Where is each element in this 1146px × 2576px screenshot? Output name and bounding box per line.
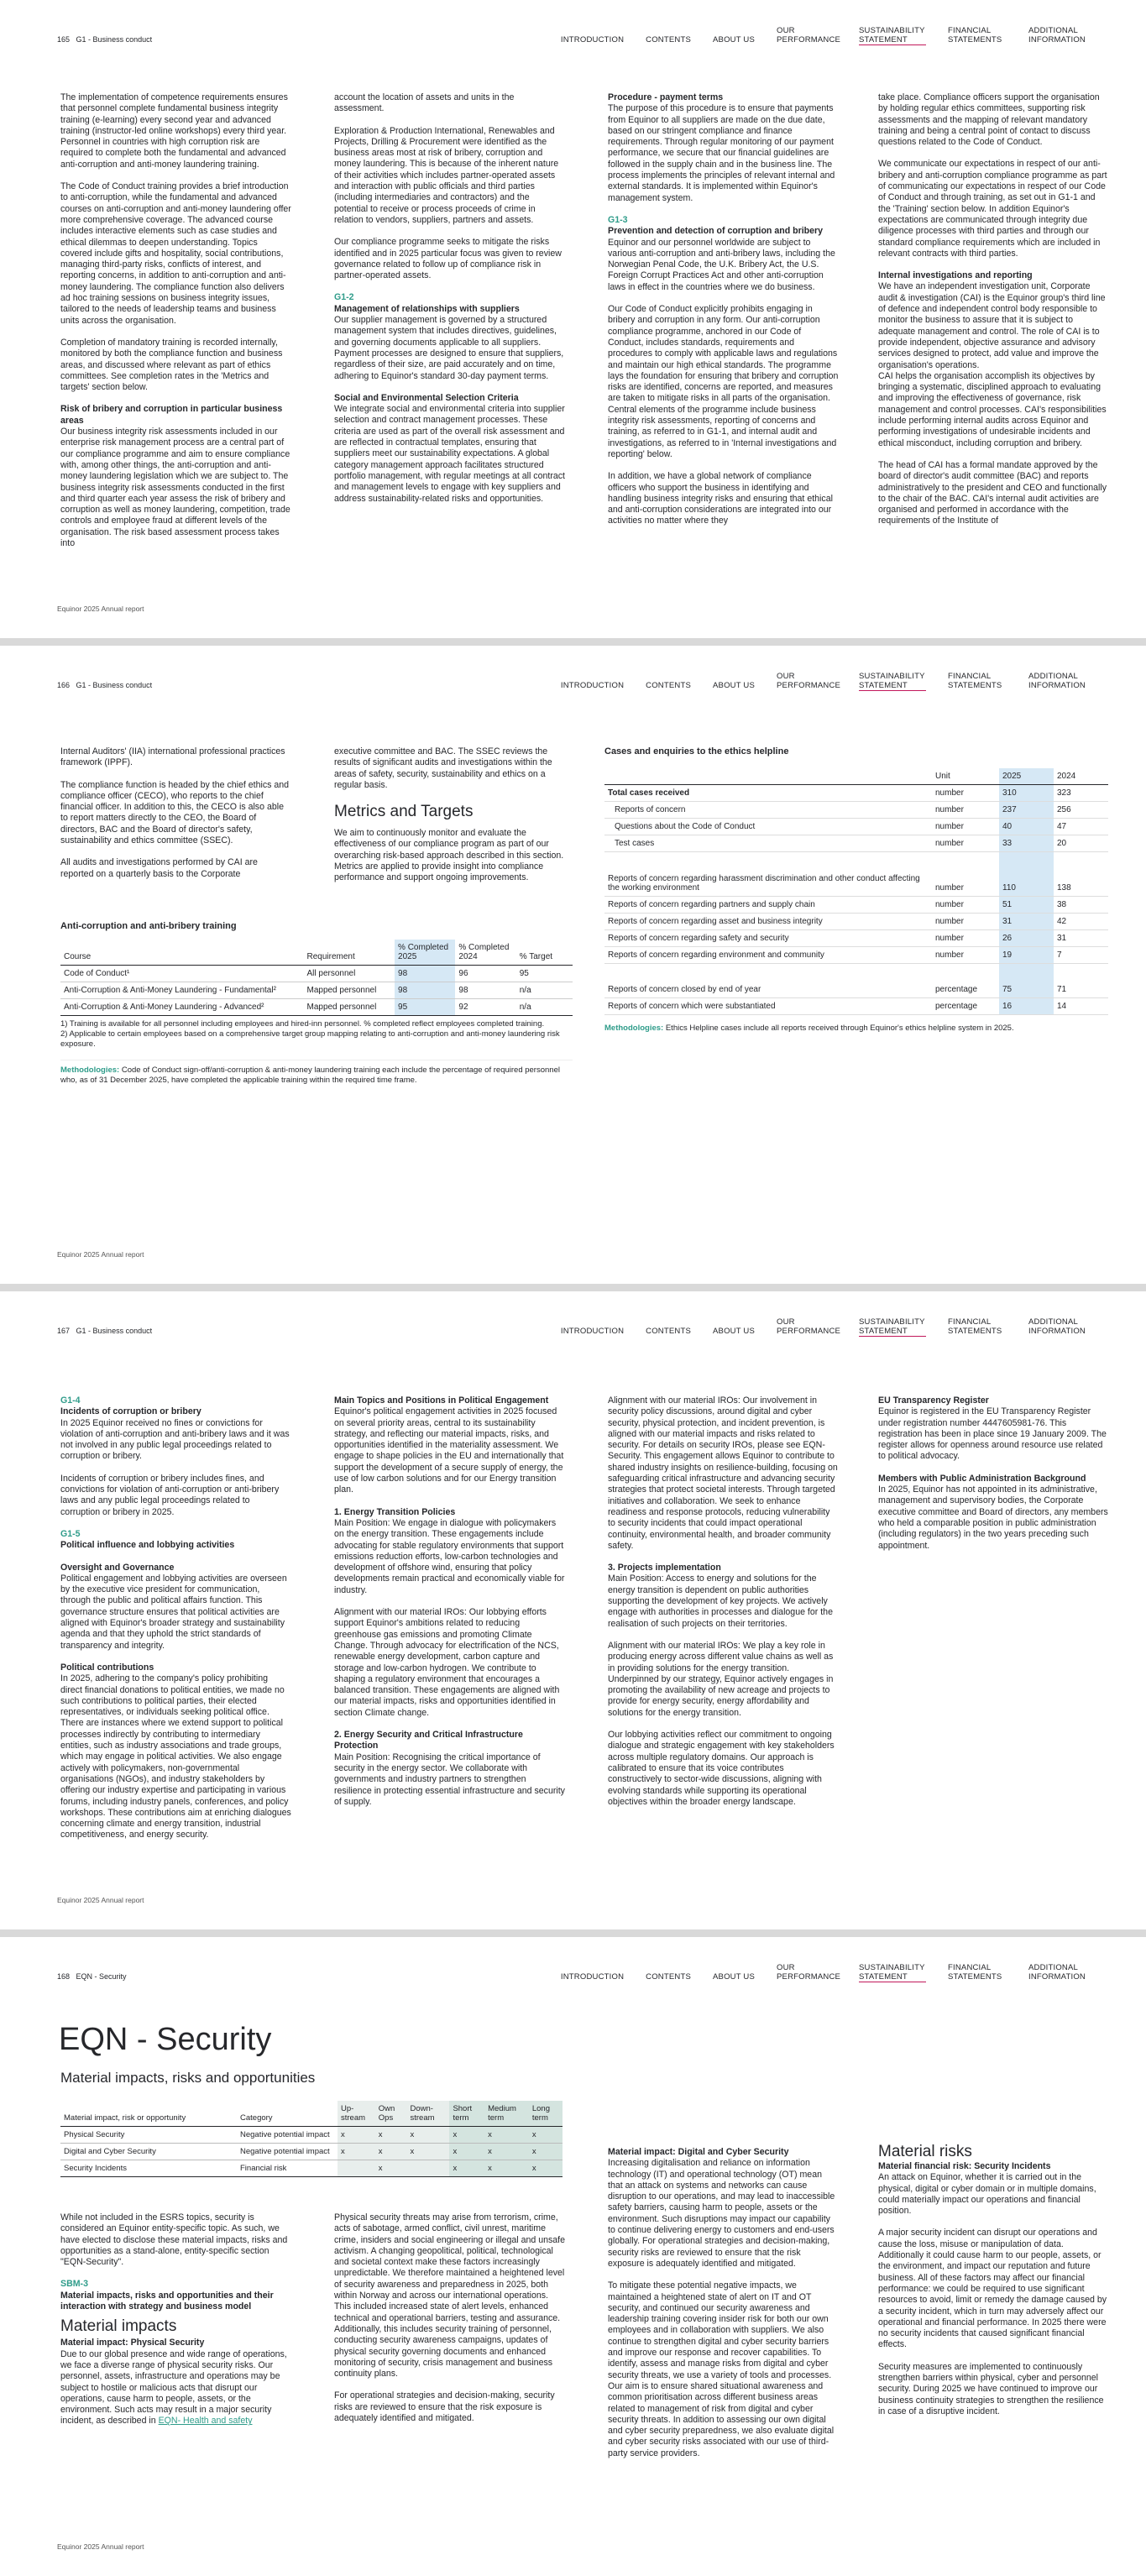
cell: 138 xyxy=(1057,882,1071,893)
cell: 96 xyxy=(458,969,468,978)
nav-our-performance[interactable]: OUR PERFORMANCE xyxy=(777,672,841,690)
gri-tag: G1-5 xyxy=(60,1528,81,1539)
paragraph: Incidents of corruption or bribery includes fines, and convictions for violation of anti-corruption or anti-bribery laws and any public legal proceedings related to corruption or bribery in 2025. xyxy=(60,1473,280,1517)
nav-financial-statements[interactable]: FINANCIAL STATEMENTS xyxy=(948,1963,1002,1982)
paragraph: CAI helps the organisation accomplish its objectives by bringing a systematic, disciplined approach to evaluating and improving the effectiveness of governance, risk management and control processes. CAI's responsibilities include performing internal audits across Equinor and performing investigations of undesirable incidents and ethical misconduct, including corruption and bribery. xyxy=(878,370,1107,448)
footer: Equinor 2025 Annual report xyxy=(57,1896,144,1904)
footer: Equinor 2025 Annual report xyxy=(57,1250,144,1259)
paragraph: In 2025 Equinor received no fines or convictions for violation of anti-corruption and anti-bribery laws and it was not involved in any public legal proceedings related to corruption or bribery. xyxy=(60,1417,290,1462)
subheading: Material impacts, risks and opportunities and their interaction with strategy and business model xyxy=(60,2290,274,2312)
paragraph: All audits and investigations performed by CAI are reported on a quarterly basis to the Corporate xyxy=(60,857,258,879)
table-header-row xyxy=(604,768,1108,785)
cell: 71 xyxy=(1057,985,1067,994)
cell: 51 xyxy=(999,896,1054,913)
nav-our-performance[interactable]: OUR PERFORMANCE xyxy=(777,26,841,45)
cell: 75 xyxy=(999,982,1054,998)
cell: number xyxy=(935,822,964,831)
column-3 xyxy=(608,92,839,538)
nav-about-us[interactable]: ABOUT US xyxy=(713,1327,755,1336)
cell: 20 xyxy=(1057,839,1067,848)
cell: number xyxy=(935,839,964,848)
cell: x xyxy=(375,2144,407,2160)
cell: Physical Security xyxy=(64,2130,125,2139)
subheading: 2. Energy Security and Critical Infrastructure Protection xyxy=(334,1730,523,1751)
cell: number xyxy=(935,805,964,814)
paragraph: Increasing digitalisation and reliance on information technology (IT) and operational technology (OT) mean that an attack on systems and networks can cause disruption to our operations, and may lead to inaccessible safety barriers, causing harm to people, assets or the environment. Such disruptions may impact our capability to continue delivering energy to customers and end-users globally. For operational strategies and decision-making, security risks are reviewed to ensure that the risk exposure is adequately identified and mitigated. xyxy=(608,2158,835,2269)
paragraph: In addition, we have a global network of compliance officers who support the business in identifying and handling business integrity risks and ensuring that ethical and anti-corruption considerations are integrated into our activities no matter where they xyxy=(608,471,833,526)
table-row xyxy=(604,982,1108,998)
cell: 110 xyxy=(999,871,1054,897)
gri-tag: G1-4 xyxy=(60,1395,81,1406)
subheading: Procedure - payment terms xyxy=(608,92,724,102)
cell: 19 xyxy=(999,946,1054,963)
cell: Negative potential impact xyxy=(240,2147,330,2156)
nav-additional-information[interactable]: ADDITIONAL INFORMATION xyxy=(1028,1963,1086,1982)
section-title: Metrics and Targets xyxy=(334,803,474,821)
paragraph: Our supplier management is governed by a structured management system that includes directives, guidelines, and governing documents applicable to all suppliers. Payment processes are designed to ensure that suppliers, regardless of their size, are paid accurately and on time, adhering to Equinor's standard 30-day payment terms. xyxy=(334,315,564,381)
cell: x xyxy=(449,2144,484,2160)
cell: x xyxy=(449,2160,484,2177)
cell: 26 xyxy=(999,929,1054,946)
table-row xyxy=(604,871,1108,897)
table-row xyxy=(604,998,1108,1015)
subheading: Prevention and detection of corruption and bribery xyxy=(608,226,824,237)
nav-additional-information[interactable]: ADDITIONAL INFORMATION xyxy=(1028,1317,1086,1336)
column-3 xyxy=(608,2147,839,2470)
table-row xyxy=(60,966,573,982)
page-subtitle: Material impacts, risks and opportunities xyxy=(60,2070,316,2086)
table-row xyxy=(60,2127,563,2144)
cell: 47 xyxy=(1057,822,1067,831)
cell: x xyxy=(529,2144,563,2160)
training-table-block xyxy=(60,921,573,1086)
table-row xyxy=(604,896,1108,913)
cell: 42 xyxy=(1057,916,1067,926)
nav-additional-information[interactable]: ADDITIONAL INFORMATION xyxy=(1028,26,1086,45)
cell: x xyxy=(375,2160,407,2177)
subheading: Internal investigations and reporting xyxy=(878,270,1033,281)
cell: 98 xyxy=(395,966,455,982)
cell: 237 xyxy=(999,802,1054,819)
cell xyxy=(604,963,932,982)
nav-financial-statements[interactable]: FINANCIAL STATEMENTS xyxy=(948,26,1002,45)
gri-tag: SBM-3 xyxy=(60,2279,88,2290)
cell: number xyxy=(935,788,964,798)
cell: number xyxy=(935,916,964,926)
top-nav xyxy=(539,26,1089,45)
subheading: Management of relationships with suppliers xyxy=(334,303,520,314)
paragraph: Equinor and our personnel worldwide are subject to various anti-corruption and anti-bribery laws, including the Norwegian Penal Code, the U.K. Bribery Act, the U.S. Foreign Corrupt Practices Act and other anti-corruption laws in effect in the countries where we do business. xyxy=(608,237,835,292)
cell: Anti-Corruption & Anti-Money Laundering - Advanced² xyxy=(64,1003,264,1012)
col-header: Down-stream xyxy=(406,2101,449,2127)
subheading: Risk of bribery and corruption in particular business areas xyxy=(60,404,283,426)
cell: Anti-Corruption & Anti-Money Laundering - Fundamental² xyxy=(64,986,276,995)
health-safety-link[interactable]: EQN- Health and safety xyxy=(158,2416,253,2427)
page-number-section: 166 G1 - Business conduct xyxy=(57,681,153,689)
paragraph: The purpose of this procedure is to ensure that payments from Equinor to all suppliers are made on the due date, based on our stringent compliance and finance requirements. Through regular monitoring of our payment performance, we secure that our financial guidelines are followed in the supply chain and in the business line. The process implements the principles of relevant internal and external standards. It is implemented within Equinor's management system. xyxy=(608,103,835,203)
cell: 38 xyxy=(1057,899,1067,909)
table-row xyxy=(60,2144,563,2160)
cell xyxy=(406,2160,449,2177)
nav-our-performance[interactable]: OUR PERFORMANCE xyxy=(777,1963,841,1982)
cell: number xyxy=(935,933,964,943)
column-1 xyxy=(60,746,291,891)
cell: x xyxy=(529,2127,563,2144)
table-row xyxy=(604,802,1108,819)
col-header: Course xyxy=(64,952,92,961)
paragraph: take place. Compliance officers support the organisation by holding regular ethics committees, supporting risk assessments and the mapping of relevant mandatory training and being a central point of contact to discuss questions related to the Code of Conduct. xyxy=(878,92,1100,148)
cell: x xyxy=(449,2127,484,2144)
cell xyxy=(1054,852,1108,871)
table-note: 2) Applicable to certain employees based on a comprehensive target group mapping relating to anti-corruption and anti-money laundering risk exposure. xyxy=(60,1029,560,1049)
cell: Mapped personnel xyxy=(306,1003,377,1012)
paragraph: Equinor is registered in the EU Transparency Register under registration number 4447605981-76. This registration has been in place since 19 January 2009. The register allows for openness around resource use related to political advocacy. xyxy=(878,1406,1107,1462)
cell: x xyxy=(375,2127,407,2144)
paragraph: Alignment with our material IROs: Our involvement in security policy discussions, around digital and cyber security, physical protection, and incident prevention, is aligned with our material impacts and risks related to security. For details on security IROs, please see EQN-Security. This engagement allows Equinor to contribute to shared industry insights on resilience-building, focusing on safeguarding critical infrastructure and advancing security strategies that protect societal interests. Through targeted initiatives and collaboration. We seek to enhance readiness and response protocols, reducing vulnerability to security incidents that could impact operational continuity, environmental health, and broader community safety. xyxy=(608,1395,838,1551)
subheading: Social and Environmental Selection Criteria xyxy=(334,392,519,403)
column-4 xyxy=(878,1395,1109,1563)
table-header-row xyxy=(60,940,573,966)
paragraph: Our lobbying activities reflect our commitment to ongoing dialogue and strategic engagement with key stakeholders across multiple regulatory domains. Our approach is calibrated to ensure that its voice contributes constructively to sector-wide discussions, aligning with evolving standards while supporting its operational objectives within the broader energy landscape. xyxy=(608,1730,835,1807)
cell: 31 xyxy=(1057,933,1067,943)
cell: Questions about the Code of Conduct xyxy=(615,822,756,831)
subheading: 1. Energy Transition Policies xyxy=(334,1506,456,1517)
cell: Total cases received xyxy=(608,788,690,798)
cell: Test cases xyxy=(615,839,655,848)
table-spacer-row xyxy=(604,852,1108,871)
cell: 310 xyxy=(999,785,1054,802)
table-row xyxy=(604,929,1108,946)
subheading: Political contributions xyxy=(60,1662,154,1673)
table-row xyxy=(604,819,1108,835)
top-nav xyxy=(539,672,1089,691)
cell: Code of Conduct¹ xyxy=(64,969,130,978)
paragraph: Main Position: Access to energy and solutions for the energy transition is dependent on public authorities supporting the development of key projects. We actively engage with authorities in processes and dialogue for the realisation of such projects on their territories. xyxy=(608,1573,833,1629)
paragraph: We communicate our expectations in respect of our anti-bribery and anti-corruption compliance programme as part of communicating our expectations in respect of our Code of Conduct and through training, as set out in G1-1 and the 'Training' section below. In addition Equinor's expectations are communicated through integrity due diligence processes with third parties and through our standard compliance requirements which are included in relevant contracts with third parties. xyxy=(878,159,1107,259)
cell: 95 xyxy=(519,969,529,978)
column-2 xyxy=(334,2212,565,2435)
column-3 xyxy=(608,1395,839,1819)
nav-contents[interactable]: CONTENTS xyxy=(646,1972,691,1982)
nav-sustainability-statement[interactable]: SUSTAINABILITY STATEMENT xyxy=(859,672,925,690)
page-header xyxy=(57,672,1089,703)
gri-tag: G1-2 xyxy=(334,292,354,303)
cell: x xyxy=(484,2144,529,2160)
subheading: 3. Projects implementation xyxy=(608,1563,721,1573)
table-spacer-row xyxy=(604,963,1108,982)
paragraph: Our business integrity risk assessments included in our enterprise risk management process are a central part of our compliance programme and aim to ensure compliance with, among other things, the anti-corruption and anti-money laundering legislation which we are subject to. The business integrity risk assessments conducted in the first and third quarter each year assess the risk of bribery and corruption as well as money laundering, competition, trade controls and employee fraud at different levels of the organisation. The risk based assessment process takes into xyxy=(60,427,290,548)
cell: Reports of concern regarding partners and supply chain xyxy=(608,899,815,909)
col-header: % Completed 2024 xyxy=(458,943,510,961)
col-header: Medium term xyxy=(484,2101,529,2127)
cell: 16 xyxy=(999,998,1054,1015)
col-header: 2025 xyxy=(999,768,1054,785)
column-1 xyxy=(60,92,291,560)
cell: percentage xyxy=(935,985,978,994)
subheading: Members with Public Administration Background xyxy=(878,1473,1086,1484)
nav-about-us[interactable]: ABOUT US xyxy=(713,1972,755,1982)
column-1 xyxy=(60,2212,291,2438)
nav-contents[interactable]: CONTENTS xyxy=(646,1327,691,1336)
cell: x xyxy=(338,2127,375,2144)
nav-contents[interactable]: CONTENTS xyxy=(646,35,691,45)
nav-sustainability-statement[interactable]: SUSTAINABILITY STATEMENT xyxy=(859,1963,925,1982)
cell: Reports of concern regarding environment and community xyxy=(608,950,824,960)
cell: Digital and Cyber Security xyxy=(64,2147,156,2156)
col-header: Material impact, risk or opportunity xyxy=(64,2113,186,2123)
subheading: Material impact: Physical Security xyxy=(60,2338,205,2348)
cell xyxy=(999,963,1054,982)
col-header: Up-stream xyxy=(338,2101,375,2127)
nav-introduction[interactable]: INTRODUCTION xyxy=(560,35,625,45)
table-row xyxy=(604,946,1108,963)
table-row xyxy=(604,913,1108,929)
paragraph: To mitigate these potential negative impacts, we maintained a heightened state of alert on IT and OT security, and continued our security awareness and leadership training covering insider risk for both our own employees and in collaboration with suppliers. We also continue to strengthen digital and cyber security barriers and improve our response and recover capabilities. To identify, assess and manage risks from digital and cyber security threats, we use a variety of tools and processes. Our aim is to ensure shared situational awareness and common prioritisation across different business areas related to management of risk from digital and cyber security threats. In addition to assessing our own digital and cyber security preparedness, we also evaluate digital and cyber security risks associated with our use of third-party service providers. xyxy=(608,2280,835,2458)
cell xyxy=(932,852,999,871)
paragraph: In 2025, Equinor has not appointed in its administrative, management and supervisory bodies, the Corporate executive committee and Board of directors, any members who held a comparable position in public administration (including regulators) in the two years preceding such appointment. xyxy=(878,1484,1108,1551)
nav-financial-statements[interactable]: FINANCIAL STATEMENTS xyxy=(948,672,1002,690)
paragraph: The Code of Conduct training provides a brief introduction to anti-corruption, while the fundamental and advanced courses on anti-corruption and anti-money laundering offer more comprehensive coverage. The advanced course includes interactive elements such as case studies and ethical dilemmas to deepen understanding. Topics covered include gifts and hospitality, social contributions, managing third-party risks, conflicts of interest, and reporting concerns, in addition to anti-corruption and anti-money laundering. The compliance function also delivers ad hoc training sessions on business integrity issues, tailored to the needs of leadership teams and business units across the organisation. xyxy=(60,181,291,326)
paragraph: The compliance function is headed by the chief ethics and compliance officer (CECO), who reports to the chief financial officer. In addition to this, the CECO is also able to report matters directly to the CEO, the Board of directors, BAC and the Board of director's safety, sustainability and ethics committee (SSEC). xyxy=(60,779,290,846)
column-2 xyxy=(334,92,565,516)
cell: 40 xyxy=(999,819,1054,835)
cell: n/a xyxy=(519,1003,531,1012)
paragraph: Security measures are implemented to continuously strengthen barriers within physical, cyber and personnel security. During 2025 we have continued to improve our business continuity strategies to strengthen the resilience in case of a disruptive incident. xyxy=(878,2361,1104,2416)
section-title: Material risks xyxy=(878,2143,972,2160)
cell: Reports of concern regarding harassment discrimination and other conduct affecting the working environment xyxy=(608,873,920,893)
paragraph: executive committee and BAC. The SSEC reviews the results of significant audits and investigations within the areas of safety, security, sustainability and ethics on a regular basis. xyxy=(334,746,552,790)
nav-sustainability-statement[interactable]: SUSTAINABILITY STATEMENT xyxy=(859,1317,925,1336)
cell: 14 xyxy=(1057,1002,1067,1011)
table-title: Anti-corruption and anti-bribery training xyxy=(60,921,237,931)
paragraph: An attack on Equinor, whether it is carried out in the physical, digital or cyber domain or in multiple domains, could materially impact our operations and financial position. xyxy=(878,2172,1096,2217)
page-title: EQN - Security xyxy=(59,2022,272,2057)
cell: x xyxy=(484,2160,529,2177)
nav-about-us[interactable]: ABOUT US xyxy=(713,35,755,45)
cell: Reports of concern regarding safety and security xyxy=(608,933,789,943)
cell: percentage xyxy=(935,1002,978,1011)
cell: number xyxy=(935,899,964,909)
cell: Mapped personnel xyxy=(306,986,377,995)
paragraph: Alignment with our material IROs: We play a key role in producing energy across different value chains as well as in providing solutions for the energy transition. Underpinned by our strategy, Equinor actively engages in promoting the availability of new acreage and projects to provide for energy security, energy affordability and solutions for the energy transition. xyxy=(608,1640,834,1718)
cell: x xyxy=(406,2144,449,2160)
subheading: Material impact: Digital and Cyber Security xyxy=(608,2147,789,2157)
nav-sustainability-statement[interactable]: SUSTAINABILITY STATEMENT xyxy=(859,26,925,45)
page-header xyxy=(57,1963,1089,1994)
paragraph: Exploration & Production International, Renewables and Projects, Drilling & Procurement were identified as the business areas most at risk of bribery, corruption and money laundering. This is because of the inherent nature of their activities which includes partner-operated assets and interaction with public officials and third parties (including intermediaries and contractors) and the potential to receive or process proceeds of crime in relation to vendors, suppliers, partners and assets. xyxy=(334,125,559,225)
paragraph: Alignment with our material IROs: Our lobbying efforts support Equinor's ambitions related to reducing greenhouse gas emissions and promoting Climate Change. Through advocacy for electrification of the NCS, renewable energy development, carbon capture and storage and low-carbon hydrogen. We contribute to shaping a regulatory environment that encourages a balanced transition. These engagements are aligned with our material impacts, risks and opportunities identified in section Climate change. xyxy=(334,1607,560,1718)
table-row xyxy=(60,999,573,1016)
paragraph: Internal Auditors' (IIA) international professional practices framework (IPPF). xyxy=(60,746,285,768)
section-title: Material impacts xyxy=(60,2317,177,2336)
paragraph: Due to our global presence and wide range of operations, we face a diverse range of physical security risks. Our personnel, assets, infrastructure and operations may be subject to hostile or malicious acts that disrupt our operations, cause harm to people, assets, or the environment. Such acts may result in a major security incident, as described in EQN- Health and safety xyxy=(60,2348,287,2427)
nav-about-us[interactable]: ABOUT US xyxy=(713,681,755,690)
footer: Equinor 2025 Annual report xyxy=(57,605,144,613)
top-nav xyxy=(539,1317,1089,1337)
cell: Reports of concern xyxy=(615,805,686,814)
cell: Reports of concern regarding asset and business integrity xyxy=(608,916,823,926)
materiality-table xyxy=(60,2101,563,2177)
cases-table-block xyxy=(604,746,1108,1034)
cell: All personnel xyxy=(306,969,356,978)
paragraph: Our Code of Conduct explicitly prohibits engaging in bribery and corruption in any form. Our anti-corruption compliance programme, anchored in our Code of Conduct, includes standards, requirements and procedures to comply with applicable laws and regulations and maintain our high ethical standards. The programme lays the foundation for ensuring that bribery and corruption risks are identified, concerns are reported, and measures are taken to mitigate risks in all parts of the organisation. Central elements of the programme include business integrity risk assessments, reporting of concerns and training, as referred to in G1-1, and internal audit and investigations, as referred to in 'Internal investigations and reporting' below. xyxy=(608,304,839,459)
page-165 xyxy=(0,0,1146,638)
nav-additional-information[interactable]: ADDITIONAL INFORMATION xyxy=(1028,672,1086,690)
paragraph: We aim to continuously monitor and evaluate the effectiveness of our compliance program as part of our overarching risk-based approach described in this section. Metrics are applied to provide insight into compliance performance and support ongoing improvements. xyxy=(334,828,564,883)
column-4 xyxy=(878,2143,1109,2428)
col-header: % Target xyxy=(519,952,553,961)
paragraph: The head of CAI has a formal mandate approved by the board of director's audit committee (BAC) and reports administratively to the president and CEO and functionally to the chair of the BAC. CAI's internal audit activities are organised and performed in accordance with the requirements of the Institute of xyxy=(878,459,1107,526)
cell: number xyxy=(935,882,964,893)
gri-tag: G1-3 xyxy=(608,214,628,225)
nav-financial-statements[interactable]: FINANCIAL STATEMENTS xyxy=(948,1317,1002,1336)
column-4 xyxy=(878,92,1109,538)
footer: Equinor 2025 Annual report xyxy=(57,2542,144,2551)
subheading: Oversight and Governance xyxy=(60,1562,175,1573)
page-167 xyxy=(0,1291,1146,1929)
table-row xyxy=(604,785,1108,802)
column-2 xyxy=(334,746,565,895)
cell xyxy=(604,852,932,871)
paragraph: We have an independent investigation unit, Corporate audit & investigation (CAI) is the Equinor group's third line of defence and independent control body responsible to monitor the business to assure that it is subject to adequate management and control. The role of CAI is to provide independent, objective assurance and advisory services designed to protect, add value and improve the organisation's operations. xyxy=(878,281,1106,370)
cell: Negative potential impact xyxy=(240,2130,330,2139)
cell: 98 xyxy=(458,986,468,995)
cell xyxy=(1054,963,1108,982)
column-2 xyxy=(334,1395,565,1819)
cell: x xyxy=(529,2160,563,2177)
col-header: Unit xyxy=(935,772,950,781)
cell: Reports of concern closed by end of year xyxy=(608,985,761,994)
cell: x xyxy=(338,2144,375,2160)
paragraph: While not included in the ESRS topics, security is considered an Equinor entity-specific topic. As such, we have elected to disclose these material impacts, risks and opportunities as a stand-alone, entity-specific section "EQN-Security". xyxy=(60,2212,288,2268)
training-table xyxy=(60,940,573,1016)
cell: 31 xyxy=(999,913,1054,929)
nav-introduction[interactable]: INTRODUCTION xyxy=(560,1327,625,1336)
cell: 92 xyxy=(458,1003,468,1012)
cell: 256 xyxy=(1057,805,1071,814)
cell xyxy=(999,852,1054,871)
cell: n/a xyxy=(519,986,531,995)
page-header xyxy=(57,26,1089,57)
cell: 95 xyxy=(395,999,455,1016)
column-1 xyxy=(60,1395,291,1852)
col-header: Short term xyxy=(449,2101,484,2127)
page-header xyxy=(57,1317,1089,1348)
table-row xyxy=(60,982,573,999)
page-168 xyxy=(0,1937,1146,2576)
cell xyxy=(932,963,999,982)
subheading: Incidents of corruption or bribery xyxy=(60,1406,201,1417)
cell: 98 xyxy=(395,982,455,999)
paragraph: A major security incident can disrupt our operations and cause the loss, misuse or manipulation of data. Additionally it could cause harm to our people, assets, or the environment, and impact our reputation and future business. All of these factors may affect our financial performance: we could be required to use significant resources to avoid, limit or remedy the damage caused by a security incident, which in turn may adversely affect our operational and financial performance. In 2025 there were no security incidents that caused significant financial effects. xyxy=(878,2228,1107,2350)
paragraph: Our compliance programme seeks to mitigate the risks identified and in 2025 particular focus was given to review governance related to follow up of compliance risk in partner-operated assets. xyxy=(334,237,562,281)
col-header: Category xyxy=(240,2113,273,2123)
paragraph: We integrate social and environmental criteria into supplier selection and contract management processes. These criteria are used as part of the overall risk assessment and are reflected in contractual templates, ensuring that suppliers meet our sustainability expectations. A global category management approach facilitates structured portfolio management, with regular meetings at all contract and management levels to engage with key suppliers and address sustainability-related risks and opportunities. xyxy=(334,404,565,504)
page-number-section: 167 G1 - Business conduct xyxy=(57,1327,153,1335)
paragraph: account the location of assets and units in the assessment. xyxy=(334,92,515,114)
paragraph: Physical security threats may arise from terrorism, crime, acts of sabotage, armed conflict, civil unrest, maritime crime, insiders and social engineering or illegal and unsafe activism. A changing geopolitical, political, technological and societal context make these factors increasingly unpredictable. We therefore maintained a heightened level of security awareness and preparedness in 2025, both within Norway and across our international operations. This included increased state of alert levels, enhanced technical and operational barriers, testing and assurance. Additionally, this includes security training of personnel, conducting security awareness campaigns, updates of physical security governing documents and enhanced monitoring of security, crisis management and business continuity plans. xyxy=(334,2212,566,2380)
cases-table xyxy=(604,768,1108,1015)
methodology-note: Methodologies: Ethics Helpline cases include all reports received through Equinor's ethics helpline system in 2025. xyxy=(604,1024,1014,1033)
subheading: EU Transparency Register xyxy=(878,1395,989,1406)
nav-our-performance[interactable]: OUR PERFORMANCE xyxy=(777,1317,841,1336)
paragraph: Main Position: We engage in dialogue with policymakers on the energy transition. These engagements include advocating for stable regulatory environments that support emissions reduction efforts, low-carbon technologies and development of offshore wind, ensuring that policy developments remain practical and economically viable for industry. xyxy=(334,1517,565,1595)
nav-contents[interactable]: CONTENTS xyxy=(646,681,691,690)
col-header: % Completed 2025 xyxy=(395,940,455,966)
paragraph: Political engagement and lobbying activities are overseen by the executive vice president for communication, through the public and political affairs function. This governance structure ensures that political activities are aligned with Equinor's broader strategy and sustainability agenda and that they uphold the strict standards of transparency and integrity. xyxy=(60,1573,287,1651)
cell: Financial risk xyxy=(240,2164,287,2173)
cell: 33 xyxy=(999,835,1054,852)
paragraph: The implementation of competence requirements ensures that personnel complete fundamental business integrity training (e-learning) every second year and advanced training (instructor-led online workshops) every third year. Personnel in countries with high corruption risk are required to complete both the fundamental and advanced anti-corruption and anti-money laundering training. xyxy=(60,92,288,170)
top-nav xyxy=(539,1963,1089,1982)
page-166 xyxy=(0,646,1146,1284)
methodology-note: Methodologies: Code of Conduct sign-off/anti-corruption & anti-money laundering training each include the percentage of required personnel who, as of 31 December 2025, have completed the applicable training within the required time frame. xyxy=(60,1060,573,1086)
paragraph: In 2025, adhering to the company's policy prohibiting direct financial donations to political entities, we made no such contributions to political parties, their elected representatives, or individuals seeking political office. There are instances where we extend support to political processes indirectly by contributing to intermediary entities, such as industry associations and trade groups, which may engage in political activities. We also engage actively with policymakers, non-governmental organisations (NGOs), and industry stakeholders by offering our industry expertise and participating in various forums, including industry panels, conferences, and policy workshops. These contributions aim at enriching dialogues concerning climate and energy transition, industrial competitiveness, and energy security. xyxy=(60,1673,291,1840)
cell xyxy=(338,2160,375,2177)
cell: 7 xyxy=(1057,950,1062,960)
paragraph: For operational strategies and decision-making, security risks are reviewed to ensure that the risk exposure is adequately identified and mitigated. xyxy=(334,2390,555,2424)
paragraph: Main Position: Recognising the critical importance of security in the energy sector. We collaborate with governments and industry partners to strengthen resilience in protecting essential infrastructure and security of supply. xyxy=(334,1751,565,1807)
table-note: 1) Training is available for all personnel including employees and hired-inn personnel. % completed reflect employees completed training. xyxy=(60,1019,545,1029)
cell: x xyxy=(484,2127,529,2144)
col-header: Requirement xyxy=(306,952,355,961)
table-row xyxy=(60,2160,563,2177)
cell: 323 xyxy=(1057,788,1071,798)
cell: Reports of concern which were substantiated xyxy=(608,1002,776,1011)
col-header xyxy=(604,768,932,785)
subheading: Main Topics and Positions in Political Engagement xyxy=(334,1395,549,1406)
cell: Security Incidents xyxy=(64,2164,127,2173)
subheading: Material financial risk: Security Incidents xyxy=(878,2161,1051,2171)
table-title: Cases and enquiries to the ethics helpline xyxy=(604,746,789,757)
cell: number xyxy=(935,950,964,960)
paragraph: Equinor's political engagement activities in 2025 focused on several priority areas, central to its sustainability strategy, and reflecting our material impacts, risks, and opportunities identified in the materiality assessment. We engage to shape policies in the EU and internationally that support the development of a secure supply of energy, the use of low carbon solutions and for our Energy transition plan. xyxy=(334,1406,564,1495)
cell: x xyxy=(406,2127,449,2144)
page-number-section: 168 EQN - Security xyxy=(57,1972,127,1981)
col-header: Own Ops xyxy=(375,2101,407,2127)
nav-introduction[interactable]: INTRODUCTION xyxy=(560,681,625,690)
col-header: Long term xyxy=(529,2101,563,2127)
subheading: Political influence and lobbying activities xyxy=(60,1540,235,1551)
table-row xyxy=(604,835,1108,852)
col-header: 2024 xyxy=(1057,772,1076,781)
paragraph: Completion of mandatory training is recorded internally, monitored by both the compliance function and business areas, and discussed where relevant as part of ethics committees. See completion rates in the 'Metrics and targets' section below. xyxy=(60,337,283,393)
table-header-row xyxy=(60,2101,563,2127)
nav-introduction[interactable]: INTRODUCTION xyxy=(560,1972,625,1982)
page-number-section: 165 G1 - Business conduct xyxy=(57,35,153,44)
